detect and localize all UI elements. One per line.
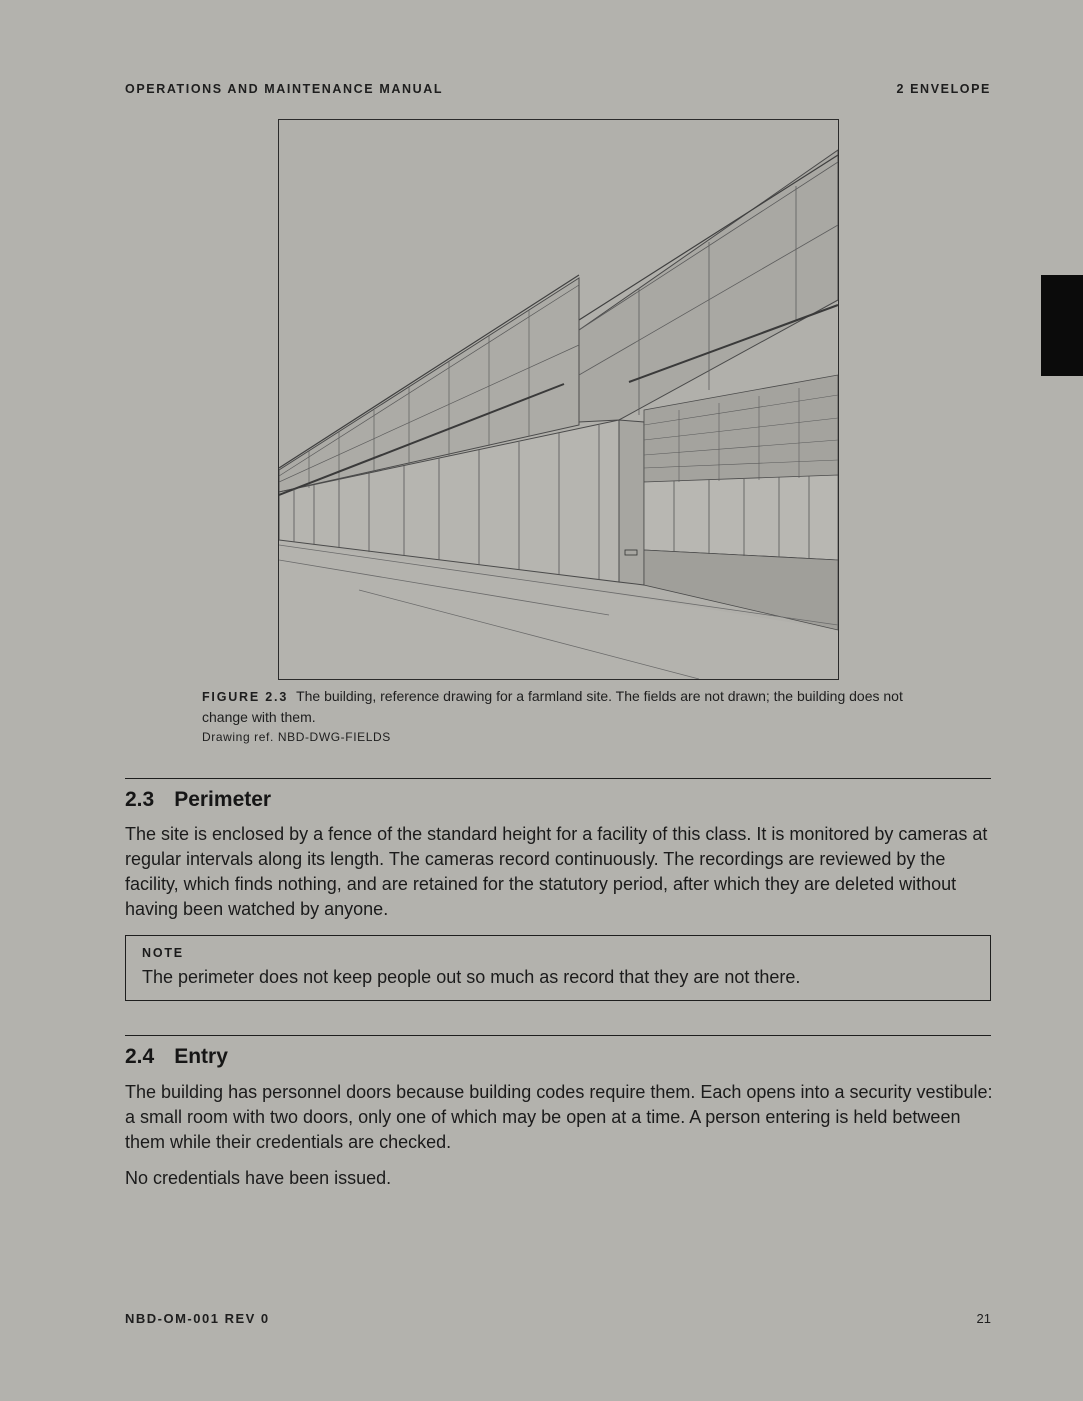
- note-text: The perimeter does not keep people out so much as record that they are not there.: [142, 967, 801, 987]
- footer-document-id: NBD-OM-001 REV 0: [125, 1311, 270, 1326]
- section-divider: [125, 778, 991, 779]
- section-divider: [125, 1035, 991, 1036]
- running-header-title: OPERATIONS AND MAINTENANCE MANUAL: [125, 82, 444, 96]
- entry-paragraph-credentials: No credentials have been issued.: [125, 1168, 392, 1188]
- figure-label: FIGURE 2.3: [202, 690, 289, 704]
- page-number: 21: [976, 1311, 991, 1326]
- building-drawing: [278, 119, 839, 680]
- building-perspective-drawing: [279, 120, 838, 679]
- note-label: NOTE: [142, 946, 184, 960]
- section-heading-perimeter: [125, 788, 271, 812]
- running-header-chapter: 2 ENVELOPE: [896, 82, 991, 96]
- figure-caption: [202, 686, 912, 746]
- figure-caption-text: The building, reference drawing for a farmland site. The fields are not drawn; the building does not change with them.: [202, 688, 903, 725]
- figure-drawing-ref: Drawing ref. NBD-DWG-FIELDS: [202, 730, 391, 744]
- chapter-thumb-tab: [1041, 275, 1083, 376]
- section-number: 2.4: [125, 1045, 155, 1068]
- perimeter-paragraph: The site is enclosed by a fence of the standard height for a facility of this class. It is monitored by cameras at regular intervals along its length. The cameras record continuously. The recordings are reviewed by the facility, which finds nothing, and are retained for the statutory period, after which they are deleted without having been watched by anyone.: [125, 824, 988, 919]
- section-heading-entry: [125, 1045, 228, 1069]
- note-callout: [125, 935, 991, 1001]
- section-number: 2.3: [125, 788, 155, 811]
- section-title: Entry: [174, 1045, 228, 1068]
- entry-paragraph: The building has personnel doors because building codes require them. Each opens into a security vestibule: a small room with two doors, only one of which may be open at a time. A person entering is held between them while their credentials are checked.: [125, 1082, 993, 1152]
- section-title: Perimeter: [174, 788, 272, 811]
